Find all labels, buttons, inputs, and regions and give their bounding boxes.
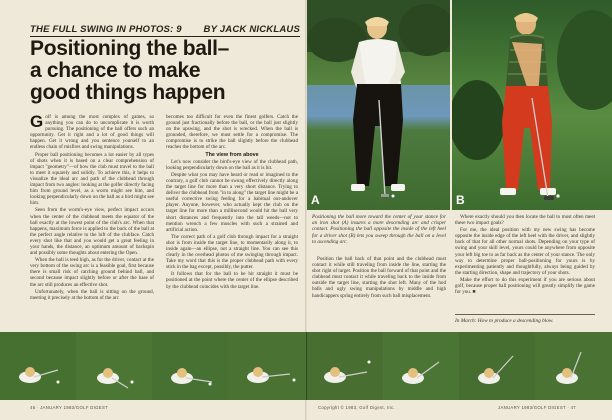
body-paragraph: becomes too difficult for even the finest golfers. Catch the ground just fractionally before the ball, or the ball just slightly on the upswing, and the shot is wrecked. When the ball is grounded, therefore, we must settle for a compromise. The compromise is to strike the ball slightly before the clubhead reaches the bottom of the arc. [166,114,298,151]
golfer-photo-b [452,0,612,210]
headline [30,38,305,104]
drop-cap: G [30,114,44,131]
body-column-3 [312,256,446,300]
section-subhead: The view from above [205,151,259,158]
copyright-line: Copyright © 1983, Golf Digest, Inc. [318,405,395,410]
sequence-frame [383,332,460,400]
body-paragraph: The correct path of a golf club through impact for a straight shot is from inside the target line, to momentarily along it, to inside again—an ellipse, not a straight line. You can see this clearly in the overhead photos of me swinging through impact. Take my word that this is the proper clubhead path with every stick in the bag except, possibly, the putter. [166,233,298,271]
body-paragraph: Golf is among the most complex of games, so anything you can do to uncomplicate it is worth pursuing. The positioning of the ball offers such an opportunity. Get it right and a lot of good things will happen. Get it wrong and you sentence yourself to an endless chain of misfires and swing manipulations. [30,114,154,151]
sequence-frame [0,332,77,400]
body-paragraph: Where exactly should you then locate the ball to most often meet these two impact goals? [455,214,595,227]
sequence-frame [152,332,229,400]
sequence-frame [76,332,153,400]
body-paragraph: Unfortunately, when the ball is sitting on the ground, meeting it precisely at the bottom of the arc [30,288,154,301]
body-paragraph: For me, the ideal position with my new swing has become opposite the inside edge of the left heel with the driver, and slightly back of that for all other normal shots. Depending on your type of swing and your skill level, yours could be anywhere from opposite your left big toe to as far back as the center of your stance. The only way to determine proper ball-positioning for yours is by experimenting patiently and thoughtfully, always being guided by the starting direction, shape and trajectory of your shots. [455,227,595,276]
headline-line-2: a chance to make [30,59,201,82]
series-label: THE FULL SWING IN PHOTOS: 9 [30,24,182,35]
body-paragraph: When the ball is teed high, as for the driver, contact at the very bottom of the swing arc is a feasible goal, first because there is small risk of catching ground behind ball, and second because impact slightly before or after the base of the arc still produces an effective shot. [30,257,154,288]
article-kicker [30,24,300,37]
body-paragraph: Make the effort to do this experiment if you are serious about golf, because proper ball positioning will greatly simplify the game for you. ■ [455,276,595,296]
photo-b-driver-setup [452,0,612,210]
sequence-frame [535,332,612,400]
body-column-2 [166,114,298,330]
next-month-teaser: In March: How to produce a descending blow. [455,318,554,324]
photo-label-b: B [456,193,465,207]
sequence-frame [459,332,536,400]
body-column-4 [455,214,595,296]
sequence-frame [228,332,307,400]
golfer-photo-a [307,0,450,210]
body-paragraph: Despite what you may have heard or read or imagined to the contrary, a golf club cannot be swung effectively directly along the target line for more than a very short distance. Trying to deliver the clubhead from "in to along" the target line might be a useful corrective swing feeling for a habitual out-andover player. Anyone, however, who actually kept the club on the target line for more than a millisecond would hit the ball very short distances and frequently into the tall weeds—not to mention wrench a few muscles with such a strained and artificial action. [166,171,298,233]
sequence-frame [307,332,384,400]
body-paragraph: Proper ball positioning becomes a lot easier by all types of shots when it is based on a clear comprehension of impact "geometry"—of how the club must travel to the ball to meet it squarely and solidly. To achieve this, it helps to visualize the ideal arc and path of the clubhead through impact from two angles: looking at the golfer directly facing him from ground level, as a worm might see him, and looking perpendicularly down on the ball as a bird might see him. [30,151,154,207]
body-paragraph: Position the ball back of that point and the clubhead must contact it while still traveling from inside the line, starting the shot right of target. Position the ball forward of that point and the clubhead must contact it while traveling back to the inside from outside the target line, starting the shot left. Many of the hod balls and ugly swing manipulations by middle and high handicappers spring entirely from such ball misplacement. [312,256,446,299]
body-paragraph: It follows that for the ball to be hit straight it must be positioned at the point where the center of the ellipse described by the clubhead coincides with the target line. [166,271,298,290]
headline-line-1: Positioning the ball– [30,37,230,60]
page-folio-right: JANUARY 1983/GOLF DIGEST · 47 [498,405,576,410]
byline: BY JACK NICKLAUS [203,24,300,35]
photo-label-a: A [311,193,320,207]
end-rule [455,314,595,315]
headline-line-3: good things happen [30,81,226,104]
photo-a-iron-setup [307,0,450,210]
body-paragraph: Seen from the worm's-eye view, perfect impact occurs when the center of the clubhead meets the equator of the ball exactly at the lowest point of the club's arc. When that happens, maximum force is applied to the back of the ball at the perfect angle relative to the loft of the clubface. Catch every shot like that and you would get a great feeling in your hands, the distance, an optimum amount of backspin and possibly some thoughts about entering the Open. [30,207,154,257]
body-paragraph: Let's now consider the bird's-eye view of the clubhead path, looking perpendicularly down on the ball as it is hit. [166,158,298,171]
photo-caption: Positioning the ball more toward the center of your stance for an iron shot (A) insures a more descending arc and crisper contact. Positioning the ball opposite the inside of the left heel for a driver shot (B) lets you sweep through the ball on a level to ascending arc. [312,214,446,245]
page-folio-left: 46 · JANUARY 1983/GOLF DIGEST [30,405,109,410]
body-column-1 [30,114,154,330]
